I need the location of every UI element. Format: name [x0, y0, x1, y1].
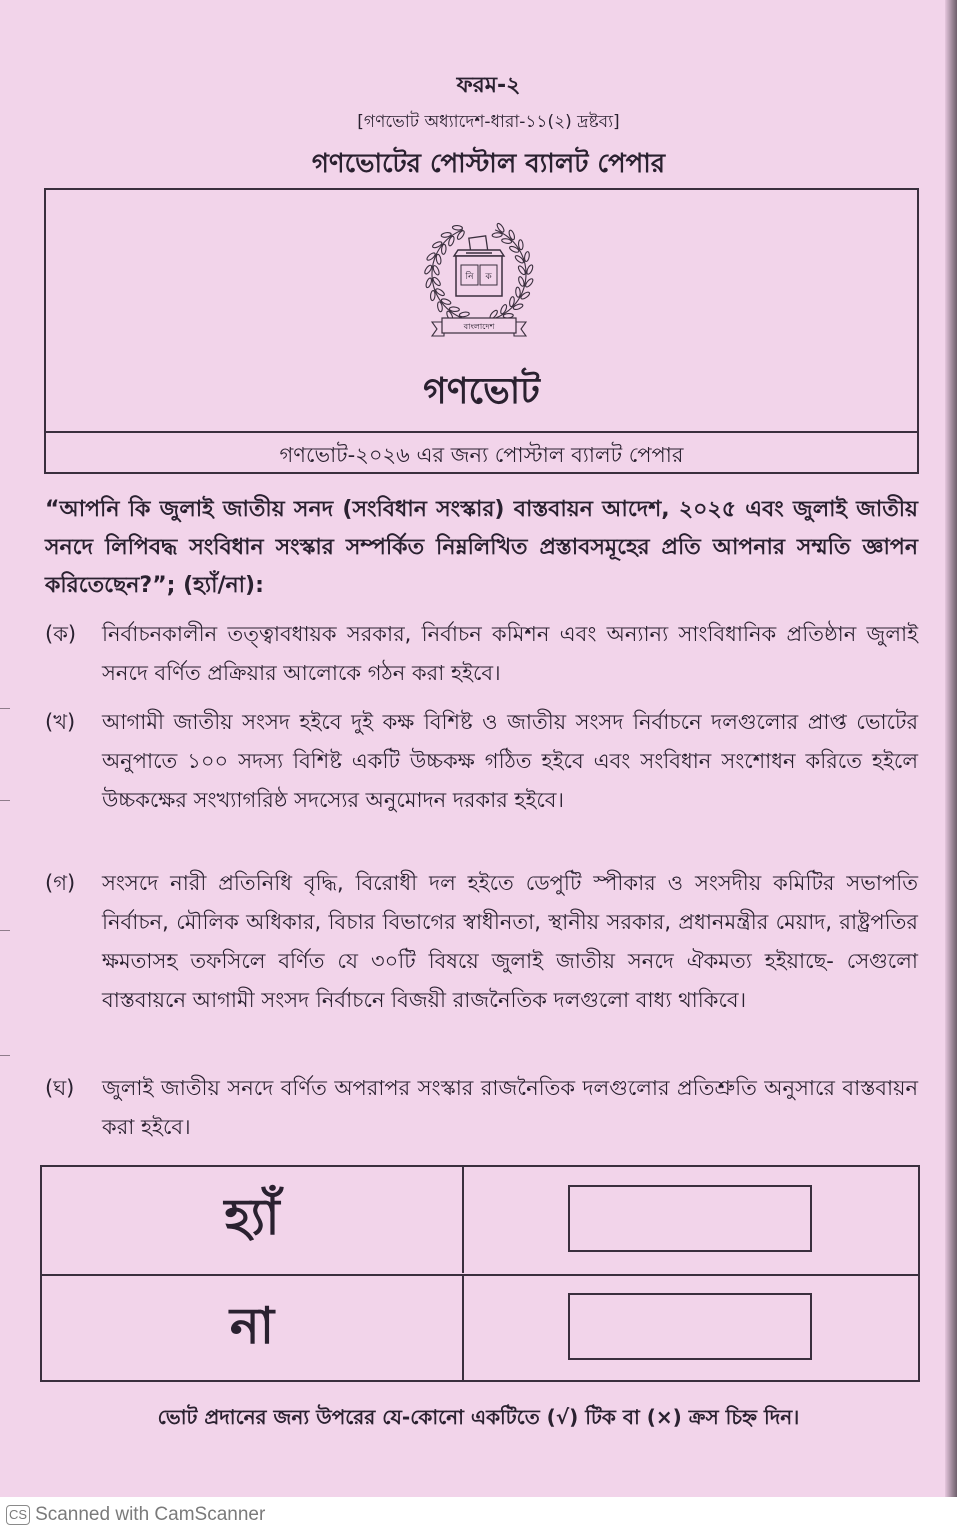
- wreath-leaf: [509, 245, 520, 253]
- wreath-leaf: [459, 311, 470, 317]
- wreath-leaf: [526, 264, 534, 275]
- form-number: ফরম-২: [456, 73, 521, 98]
- camscanner-logo-icon: CS: [6, 1505, 30, 1525]
- wreath-leaf: [441, 298, 452, 306]
- proposal-text: সংসদে নারী প্রতিনিধি বৃদ্ধি, বিরোধী দল হইতে ডেপুটি স্পীকার ও সংসদীয় কমিটির সভাপতি নির্বাচন, মৌলিক অধিকার, বিচার বিভাগের স্বাধীনতা, স্থানীয় সরকার, প্রধানমন্ত্রীর মেয়াদ, রাষ্ট্রপতির ক্ষমতাসহ তফসিলে বর্ণিত যে ৩০টি বিষয়ে জুলাই জাতীয় সনদে ঐকমত্য হইয়াছে- সেগুলো বাস্তবায়নে আগামী সংসদ নির্বাচনে বিজয়ী রাজনৈতিক দলগুলো বাধ্য থাকিবে।: [102, 871, 918, 1012]
- wreath-leaf: [435, 288, 446, 297]
- wreath-leaf: [432, 241, 443, 249]
- vote-choice-table: [40, 1165, 920, 1382]
- box-letter-left: নি: [465, 272, 474, 282]
- legal-reference: [গণভোট অধ্যাদেশ-ধারা-১১(২) দ্রষ্টব্য]: [357, 112, 620, 132]
- proposal-text: নির্বাচনকালীন তত্ত্বাবধায়ক সরকার, নির্বাচন কমিশন এবং অন্যান্য সাংবিধানিক প্রতিষ্ঠান জুলাই সনদে বর্ণিত প্রক্রিয়ার আলোকে গঠন করা হইবে।: [102, 622, 918, 685]
- header-divider: [46, 431, 917, 433]
- scan-edge-mark: [0, 930, 10, 931]
- wreath-leaf: [432, 265, 440, 276]
- wreath-leaf: [441, 244, 446, 254]
- wreath-leaf: [515, 287, 520, 297]
- proposal-marker: (খ): [45, 710, 76, 734]
- wreath-leaf: [436, 254, 442, 265]
- proposal-gha: [45, 1069, 918, 1147]
- ballot-box-icon: [454, 236, 504, 296]
- proposal-text: আগামী জাতীয় সংসদ হইবে দুই কক্ষ বিশিষ্ট ও জাতীয় সংসদ নির্বাচনে দলগুলোর প্রাপ্ত ভোটের অনুপাতে ১০০ সদস্য বিশিষ্ট একটি উচ্চকক্ষ গঠিত হইবে এবং সংবিধান সংশোধন করিতে হইলে উচ্চকক্ষের সংখ্যাগরিষ্ঠ সদস্যের অনুমোদন দরকার হইবে।: [102, 710, 918, 812]
- wreath-leaf: [449, 307, 459, 312]
- wreath-leaf: [426, 252, 436, 262]
- proposal-text: জুলাই জাতীয় সনদে বর্ণিত অপরাপর সংস্কার রাজনৈতিক দলগুলোর প্রতিশ্রুতি অনুসারে বাস্তবায়ন করা হইবে।: [102, 1076, 918, 1139]
- wreath-leaf: [492, 232, 502, 237]
- wreath-leaf: [456, 230, 465, 241]
- wreath-leaf: [496, 222, 505, 233]
- ballot-box-body: [456, 256, 502, 296]
- scan-edge-shadow: [945, 0, 957, 1497]
- wreath-leaf: [513, 303, 524, 311]
- proposal-marker: (গ): [45, 871, 76, 895]
- choice-row-no: [42, 1274, 918, 1382]
- wreath-leaf: [514, 254, 524, 264]
- yes-mark-box[interactable]: [568, 1185, 812, 1252]
- wreath-leaf: [452, 225, 462, 230]
- banner-text: বাংলাদেশ: [463, 322, 495, 331]
- wreath-leaf: [518, 276, 526, 287]
- wreath-leaf: [448, 236, 456, 247]
- wreath-leaf: [508, 229, 516, 240]
- wreath-leaf: [518, 240, 523, 250]
- box-letter-right: ক: [485, 272, 492, 282]
- referendum-question: “আপনি কি জুলাই জাতীয় সনদ (সংবিধান সংস্কার) বাস্তবায়ন আদেশ, ২০২৫ এবং জুলাই জাতীয় সনদে লিপিবদ্ধ সংবিধান সংস্কার সম্পর্কিত নিম্নলিখিত প্রস্তাবসমূহের প্রতি আপনার সম্মতি জ্ঞাপন করিতেছেন?”; (হ্যাঁ/না):: [45, 497, 918, 598]
- page-title: গণভোটের পোস্টাল ব্যালট পেপার: [311, 149, 666, 179]
- choice-row-yes: [42, 1167, 918, 1273]
- no-label: না: [42, 1276, 464, 1382]
- proposal-ga: [45, 864, 918, 1020]
- wreath-leaf: [520, 291, 531, 300]
- scan-edge-mark: [0, 800, 10, 801]
- wreath-leaf: [500, 304, 508, 315]
- proposal-marker: (ঘ): [45, 1076, 75, 1100]
- ballot-header-box: [44, 188, 919, 474]
- proposal-kha: [45, 703, 918, 820]
- yes-label: হ্যাঁ: [42, 1167, 464, 1273]
- wreath-leaf: [430, 290, 435, 300]
- wreath-leaf: [524, 251, 530, 262]
- scan-edge-mark: [0, 708, 10, 709]
- scan-edge-mark: [0, 1055, 10, 1056]
- wreath-leaf: [425, 277, 433, 288]
- ballot-subtitle: গণভোট-২০২৬ এর জন্য পোস্টাল ব্যালট পেপার: [279, 443, 684, 467]
- proposal-marker: (ক): [45, 622, 77, 646]
- no-mark-box[interactable]: [568, 1293, 812, 1360]
- proposal-ka: [45, 615, 918, 693]
- camscanner-watermark: [6, 1502, 265, 1528]
- emblem-banner: [432, 318, 526, 336]
- election-commission-emblem: [414, 210, 544, 345]
- ballot-heading: গণভোট: [423, 371, 540, 412]
- watermark-text: Scanned with CamScanner: [35, 1504, 266, 1525]
- voting-instruction: ভোট প্রদানের জন্য উপরের যে-কোনো একটিতে (√) টিক বা (×) ক্রস চিহ্ন দিন।: [157, 1405, 800, 1429]
